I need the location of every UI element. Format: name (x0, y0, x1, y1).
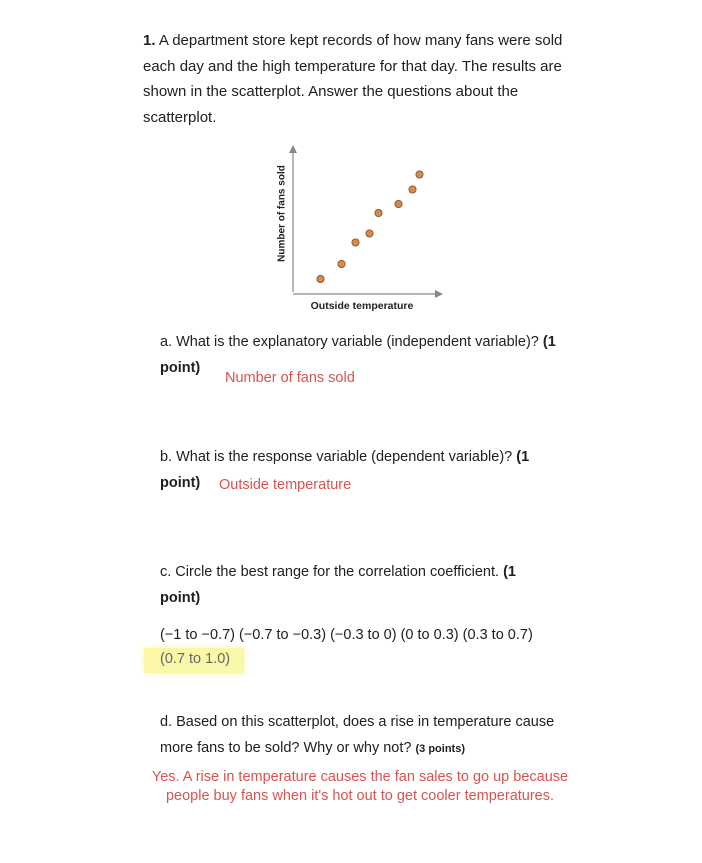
question-a (160, 329, 590, 355)
question-c-points-cont: point) (160, 590, 201, 606)
question-c-points: (1 (503, 564, 516, 580)
question-a-points: (1 (542, 334, 556, 350)
problem-text: A department store kept records of how many fans were sold each day and the high temperature for that day. The results are shown in the scatterplot. Answer the questions about the scatterplot. (143, 32, 563, 126)
y-axis-arrow-icon (289, 145, 297, 153)
answer-d-line1: Yes. A rise in temperature causes the fan sales to go up because (151, 769, 569, 785)
question-b-points: (1 (516, 449, 530, 465)
correlation-options: (−1 to −0.7) (−0.7 to −0.3) (−0.3 to 0) (0 to 0.3) (0.3 to 0.7) (160, 627, 533, 643)
x-axis-label: Outside temperature (310, 300, 414, 312)
problem-number: 1. (143, 32, 156, 49)
question-c-prompt: c. Circle the best range for the correlation coefficient. (160, 564, 504, 580)
question-d-points: (3 points) (415, 743, 465, 755)
problem-intro (143, 28, 583, 130)
question-d-prompt: more fans to be sold? Why or why not? (160, 740, 416, 756)
question-d-line2 (160, 735, 600, 762)
data-points (317, 171, 423, 283)
highlighted-answer-c: (0.7 to 1.0) (144, 648, 244, 673)
answer-b: Outside temperature (219, 477, 352, 493)
question-a-points-cont: point) (160, 360, 201, 376)
answer-a: Number of fans sold (225, 370, 355, 386)
scatterplot-svg (262, 140, 452, 320)
scatterplot (262, 140, 452, 320)
question-d-line1: d. Based on this scatterplot, does a rise in temperature cause (160, 714, 555, 730)
question-b-points-cont: point) (160, 475, 201, 491)
x-axis-arrow-icon (435, 290, 443, 298)
y-axis-label: Number of fans sold (276, 165, 288, 262)
question-c (160, 559, 590, 585)
question-a-prompt: a. What is the explanatory variable (independent variable)? (160, 334, 543, 350)
question-b-prompt: b. What is the response variable (dependent variable)? (160, 449, 517, 465)
answer-d-line2: people buy fans when it's hot out to get cooler temperatures. (165, 788, 555, 804)
question-b (160, 444, 590, 470)
correlation-option-selected (144, 646, 244, 672)
answer-d (130, 768, 590, 806)
